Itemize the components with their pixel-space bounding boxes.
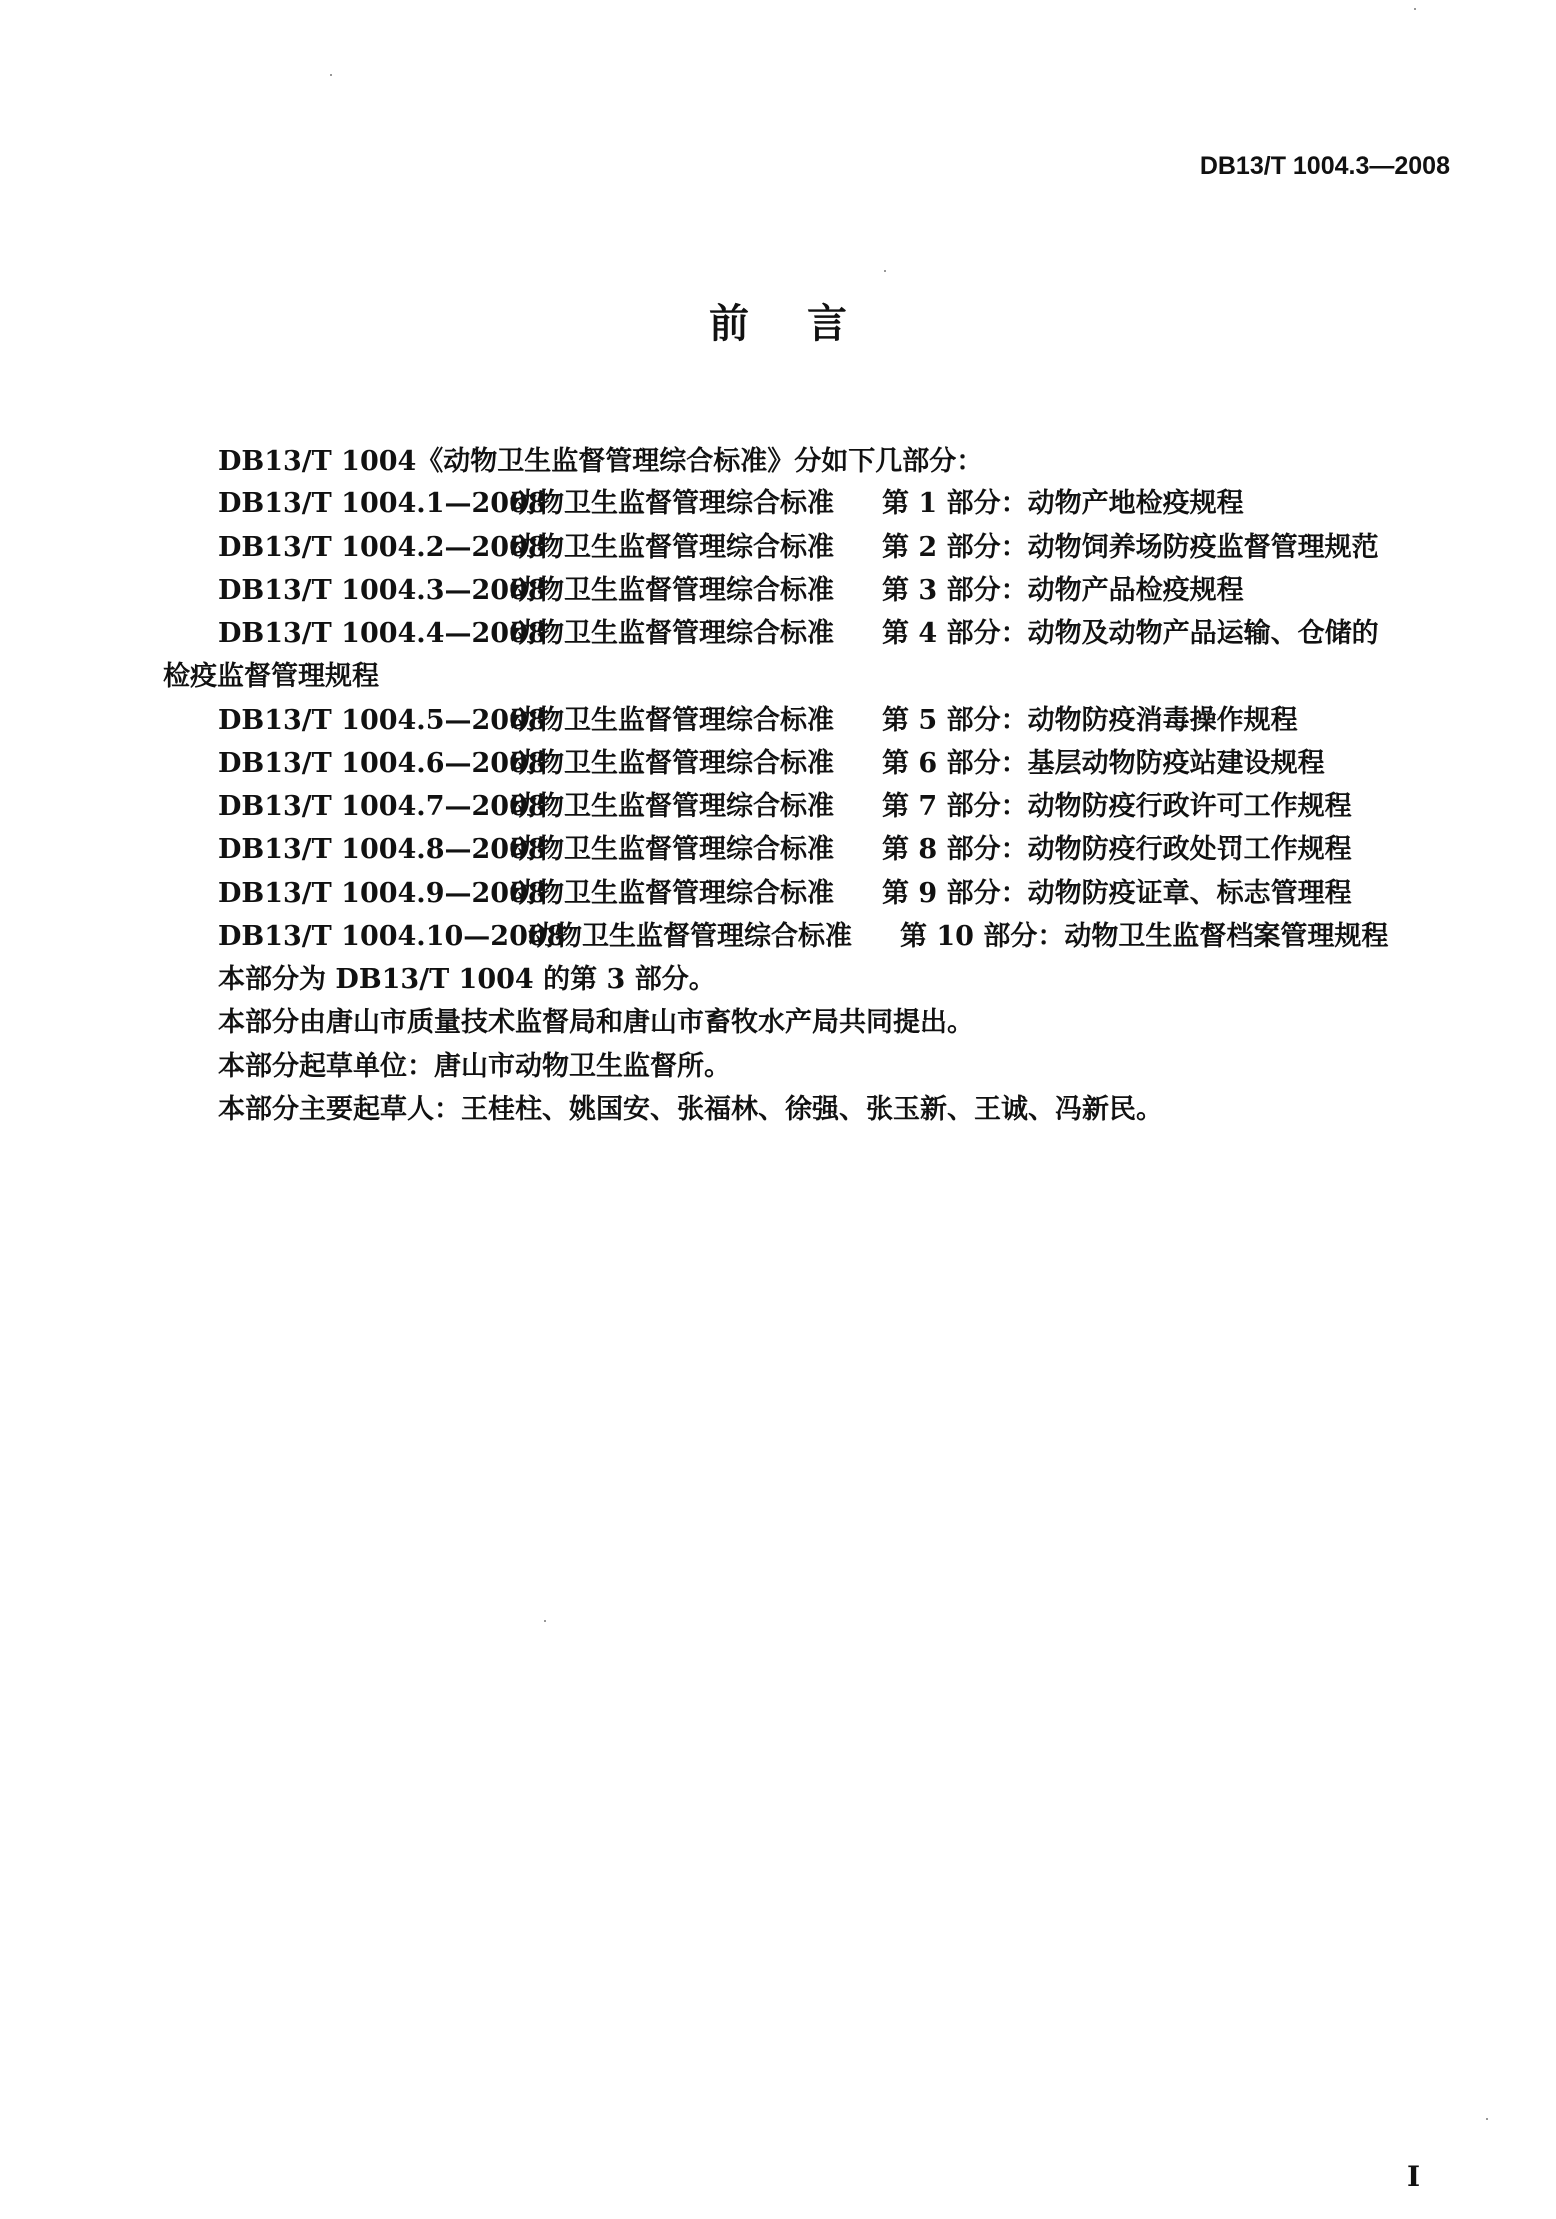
part-line xyxy=(218,703,1298,739)
statement-line: 本部分由唐山市质量技术监督局和唐山市畜牧水产局共同提出。 xyxy=(218,1007,974,1038)
page-number: I xyxy=(1407,2160,1421,2193)
part-standard-name: 动物卫生监督管理综合标准 xyxy=(510,878,834,909)
part-title: 第 1 部分：动物产地检疫规程 xyxy=(882,488,1244,519)
part-line xyxy=(218,746,1325,782)
part-title: 第 5 部分：动物防疫消毒操作规程 xyxy=(882,705,1298,736)
part-line xyxy=(218,789,1352,825)
part-code: DB13/T 1004.5—2008 xyxy=(218,705,547,736)
part-code: DB13/T 1004.2—2008 xyxy=(218,532,547,563)
part-standard-name: 动物卫生监督管理综合标准 xyxy=(528,921,852,952)
part-title: 第 4 部分：动物及动物产品运输、仓储的 xyxy=(882,618,1379,649)
part-standard-name: 动物卫生监督管理综合标准 xyxy=(510,834,834,865)
part-line xyxy=(218,919,1388,955)
part-line xyxy=(218,876,1352,912)
part-title: 第 6 部分：基层动物防疫站建设规程 xyxy=(882,748,1325,779)
statement-line: 本部分为 DB13/T 1004 的第 3 部分。 xyxy=(218,964,716,995)
part-standard-name: 动物卫生监督管理综合标准 xyxy=(510,575,834,606)
part-line xyxy=(218,616,1379,652)
part-line xyxy=(218,573,1244,609)
part-standard-name: 动物卫生监督管理综合标准 xyxy=(510,705,834,736)
part-title: 第 10 部分：动物卫生监督档案管理规程 xyxy=(900,921,1389,952)
part-line xyxy=(218,832,1352,868)
scan-speck xyxy=(884,270,886,272)
part-standard-name: 动物卫生监督管理综合标准 xyxy=(510,791,834,822)
intro-line: DB13/T 1004《动物卫生监督管理综合标准》分如下几部分： xyxy=(218,446,984,477)
part-title: 第 2 部分：动物饲养场防疫监督管理规范 xyxy=(882,532,1379,563)
part-standard-name: 动物卫生监督管理综合标准 xyxy=(510,488,834,519)
statement-line: 本部分起草单位：唐山市动物卫生监督所。 xyxy=(218,1051,731,1082)
part-title: 第 9 部分：动物防疫证章、标志管理程 xyxy=(882,878,1352,909)
part-line xyxy=(218,530,1379,566)
part-standard-name: 动物卫生监督管理综合标准 xyxy=(510,748,834,779)
part-title: 第 7 部分：动物防疫行政许可工作规程 xyxy=(882,791,1352,822)
part-title: 第 8 部分：动物防疫行政处罚工作规程 xyxy=(882,834,1352,865)
part-continuation: 检疫监督管理规程 xyxy=(163,661,379,692)
part-standard-name: 动物卫生监督管理综合标准 xyxy=(510,532,834,563)
standard-code-header: DB13/T 1004.3—2008 xyxy=(1199,152,1450,180)
part-standard-name: 动物卫生监督管理综合标准 xyxy=(510,618,834,649)
part-code: DB13/T 1004.4—2008 xyxy=(218,618,547,649)
scan-speck xyxy=(330,74,332,76)
scan-speck xyxy=(1414,8,1416,10)
scan-speck xyxy=(1486,2118,1488,2120)
page-title: 前言 xyxy=(709,301,905,347)
part-title: 第 3 部分：动物产品检疫规程 xyxy=(882,575,1244,606)
part-code: DB13/T 1004.8—2008 xyxy=(218,834,547,865)
part-code: DB13/T 1004.10—2008 xyxy=(218,921,566,952)
part-code: DB13/T 1004.7—2008 xyxy=(218,791,547,822)
part-code: DB13/T 1004.3—2008 xyxy=(218,575,547,606)
part-line xyxy=(218,486,1244,522)
part-code: DB13/T 1004.1—2008 xyxy=(218,488,547,519)
scan-speck xyxy=(544,1620,546,1622)
part-code: DB13/T 1004.9—2008 xyxy=(218,878,547,909)
statement-line: 本部分主要起草人：王桂柱、姚国安、张福林、徐强、张玉新、王诚、冯新民。 xyxy=(218,1094,1163,1125)
part-code: DB13/T 1004.6—2008 xyxy=(218,748,547,779)
